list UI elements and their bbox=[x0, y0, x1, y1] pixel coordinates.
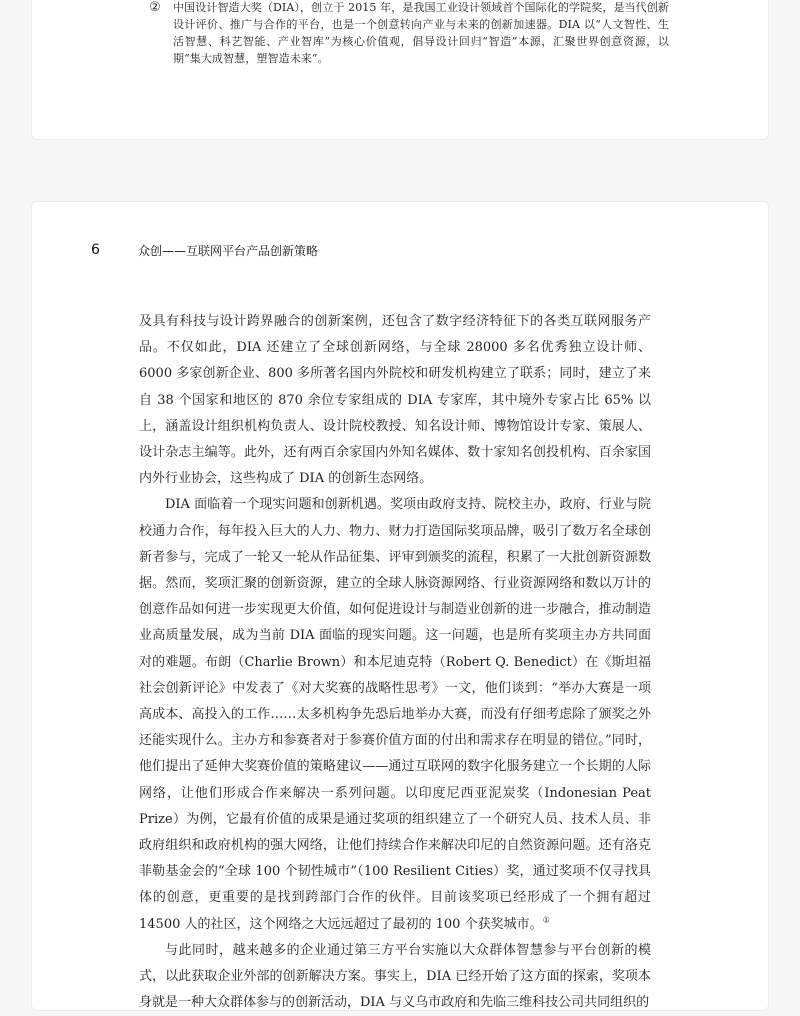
paragraph-text: DIA 面临着一个现实问题和创新机遇。奖项由政府支持、院校主办，政府、行业与院校通力合作，每年投入巨大的人力、物力、财力打造国际奖项品牌，吸引了数万名全球创新者参与，完成了一轮又一轮从作品征集、评审到颁奖的流程，积累了一大批创新资源数据。然而，奖项汇聚的创新资源，建立的全球人脉资源网络、行业资源网络和数以万计的创意作品如何进一步实现更大价值，如何促进设计与制造业创新的进一步融合，推动制造业高质量发展，成为当前 DIA 面临的现实问题。这一问题，也是所有奖项主办方共同面对的难题。布朗（Charlie Brown）和本尼迪克特（Robert Q. Benedict）在《斯坦福社会创新评论》中发表了《对大奖赛的战略性思考》一文，他们谈到：“举办大赛是一项高成本、高投入的工作……太多机构争先恐后地举办大赛，而没有仔细考虑除了颁奖之外还能实现什么。主办方和参赛者对于参赛价值方面的付出和需求存在明显的错位。”同时，他们提出了延伸大奖赛价值的策略建议——通过互联网的数字化服务建立一个长期的人际网络，让他们形成合作来解决一系列问题。以印度尼西亚泥炭奖（Indonesian Peat Prize）为例，它最有价值的成果是通过奖项的组织建立了一个研究人员、技术人员、非政府组织和政府机构的强大网络，让他们持续合作来解决印尼的自然资源问题。还有洛克菲勒基金会的“全球 100 个韧性城市”（100 Resilient Cities）奖，通过奖项不仅寻找具体的创意，更重要的是找到跨部门合作的伙伴。目前该奖项已经形成了一个拥有超过 14500 人的社区，这个网络之大远远超过了最初的 100 个获奖城市。 bbox=[139, 497, 651, 932]
footnote-text: 中国设计智造大奖（DIA），创立于 2015 年，是我国工业设计领域首个国际化的学院奖，是当代创新设计评价、推广与合作的平台，也是一个创意转向产业与未来的创新加速器。DIA 以“人文智性、生活智慧、科艺智能、产业智库”为核心价值观，倡导设计回归“智造”本源，汇聚世界创意资源，以期“集大成智慧，塑智造未来”。 bbox=[173, 1, 669, 65]
footnote-marker: ② bbox=[149, 0, 161, 15]
footnote bbox=[149, 0, 669, 67]
running-title: 众创——互联网平台产品创新策略 bbox=[138, 244, 319, 258]
body-text bbox=[139, 309, 651, 1016]
paragraph bbox=[139, 492, 651, 937]
paragraph: 与此同时，越来越多的企业通过第三方平台实施以大众群体智慧参与平台创新的模式，以此获取企业外部的创新解决方案。事实上，DIA 已经开始了这方面的探索，奖项本身就是一种大众群体参与的创新活动，DIA 与义乌市政府和先临三维科技公司共同组织的 bbox=[139, 942, 651, 1011]
footnote-reference[interactable]: ① bbox=[542, 915, 550, 925]
page-card bbox=[31, 201, 769, 1011]
paragraph: 及具有科技与设计跨界融合的创新案例，还包含了数字经济特征下的各类互联网服务产品。不仅如此，DIA 还建立了全球创新网络，与全球 28000 多名优秀独立设计师、6000 多家创新企业、800 多所著名国内外院校和研发机构建立了联系；同时，建立了来自 38 个国家和地区的 870 余位专家组成的 DIA 专家库，其中境外专家占比 65% 以上，涵盖设计组织机构负责人、设计院校教授、知名设计师、博物馆设计专家、策展人、设计杂志主编等。此外，还有两百余家国内外知名媒体、数十家知名创投机构、百余家国内外行业协会，这些构成了 DIA 的创新生态网络。 bbox=[139, 314, 651, 487]
previous-page-card bbox=[31, 0, 769, 140]
page-number: 6 bbox=[91, 242, 100, 258]
